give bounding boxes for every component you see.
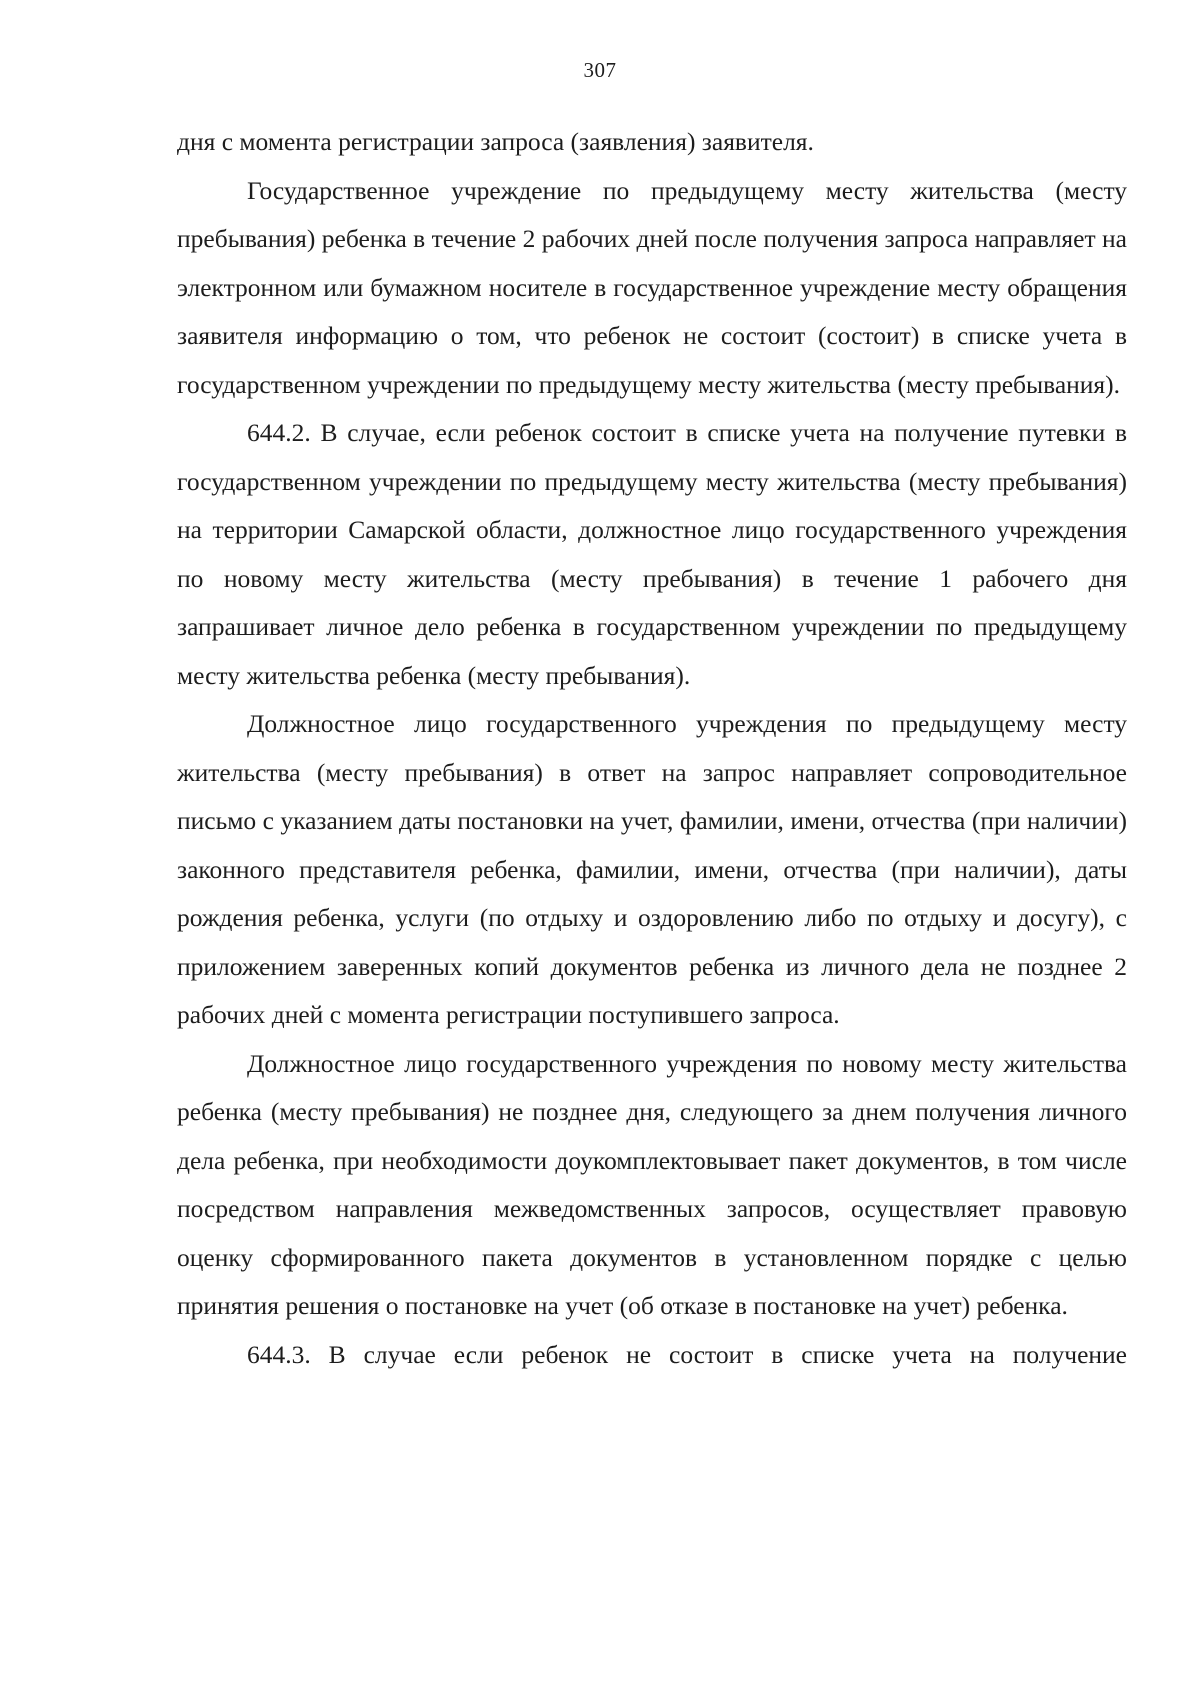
paragraph: дня с момента регистрации запроса (заявления) заявителя. — [177, 127, 814, 156]
paragraph: Государственное учреждение по предыдущему месту жительства (месту пребывания) ребенка в течение 2 рабочих дней после получения запроса направляет на электронном или бумажном носителе в государственное учреждение месту обращения заявителя информацию о том, что ребенок не состоит (состоит) в списке учета в государственном учреждении по предыдущему месту жительства (месту пребывания). — [177, 175, 1127, 399]
paragraph: 644.2. В случае, если ребенок состоит в списке учета на получение путевки в государственном учреждении по предыдущему месту жительства (месту пребывания) на территории Самарской области, должностное лицо государственного учреждения по новому месту жительства (месту пребывания) в течение 1 рабочего дня запрашивает личное дело ребенка в государственном учреждении по предыдущему месту жительства ребенка (месту пребывания). — [177, 418, 1127, 690]
paragraph: 644.3. В случае если ребенок не состоит в списке учета на получение — [247, 1339, 1127, 1369]
paragraph: Должностное лицо государственного учреждения по предыдущему месту жительства (месту пребывания) в ответ на запрос направляет сопроводительное письмо с указанием даты постановки на учет, фамилии, имени, отчества (при наличии) законного представителя ребенка, фамилии, имени, отчества (при наличии), даты рождения ребенка, услуги (по отдыху и оздоровлению либо по отдыху и досугу), с приложением заверенных копий документов ребенка из личного дела не позднее 2 рабочих дней с момента регистрации поступившего запроса. — [177, 709, 1127, 1029]
document-body — [177, 118, 1127, 1379]
paragraph: Должностное лицо государственного учреждения по новому месту жительства ребенка (месту пребывания) не позднее дня, следующего за днем получения личного дела ребенка, при необходимости доукомплектовывает пакет документов, в том числе посредством направления межведомственных запросов, осуществляет правовую оценку сформированного пакета документов в установленном порядке с целью принятия решения о постановке на учет (об отказе в постановке на учет) ребенка. — [177, 1048, 1127, 1320]
page-number: 307 — [583, 58, 617, 82]
